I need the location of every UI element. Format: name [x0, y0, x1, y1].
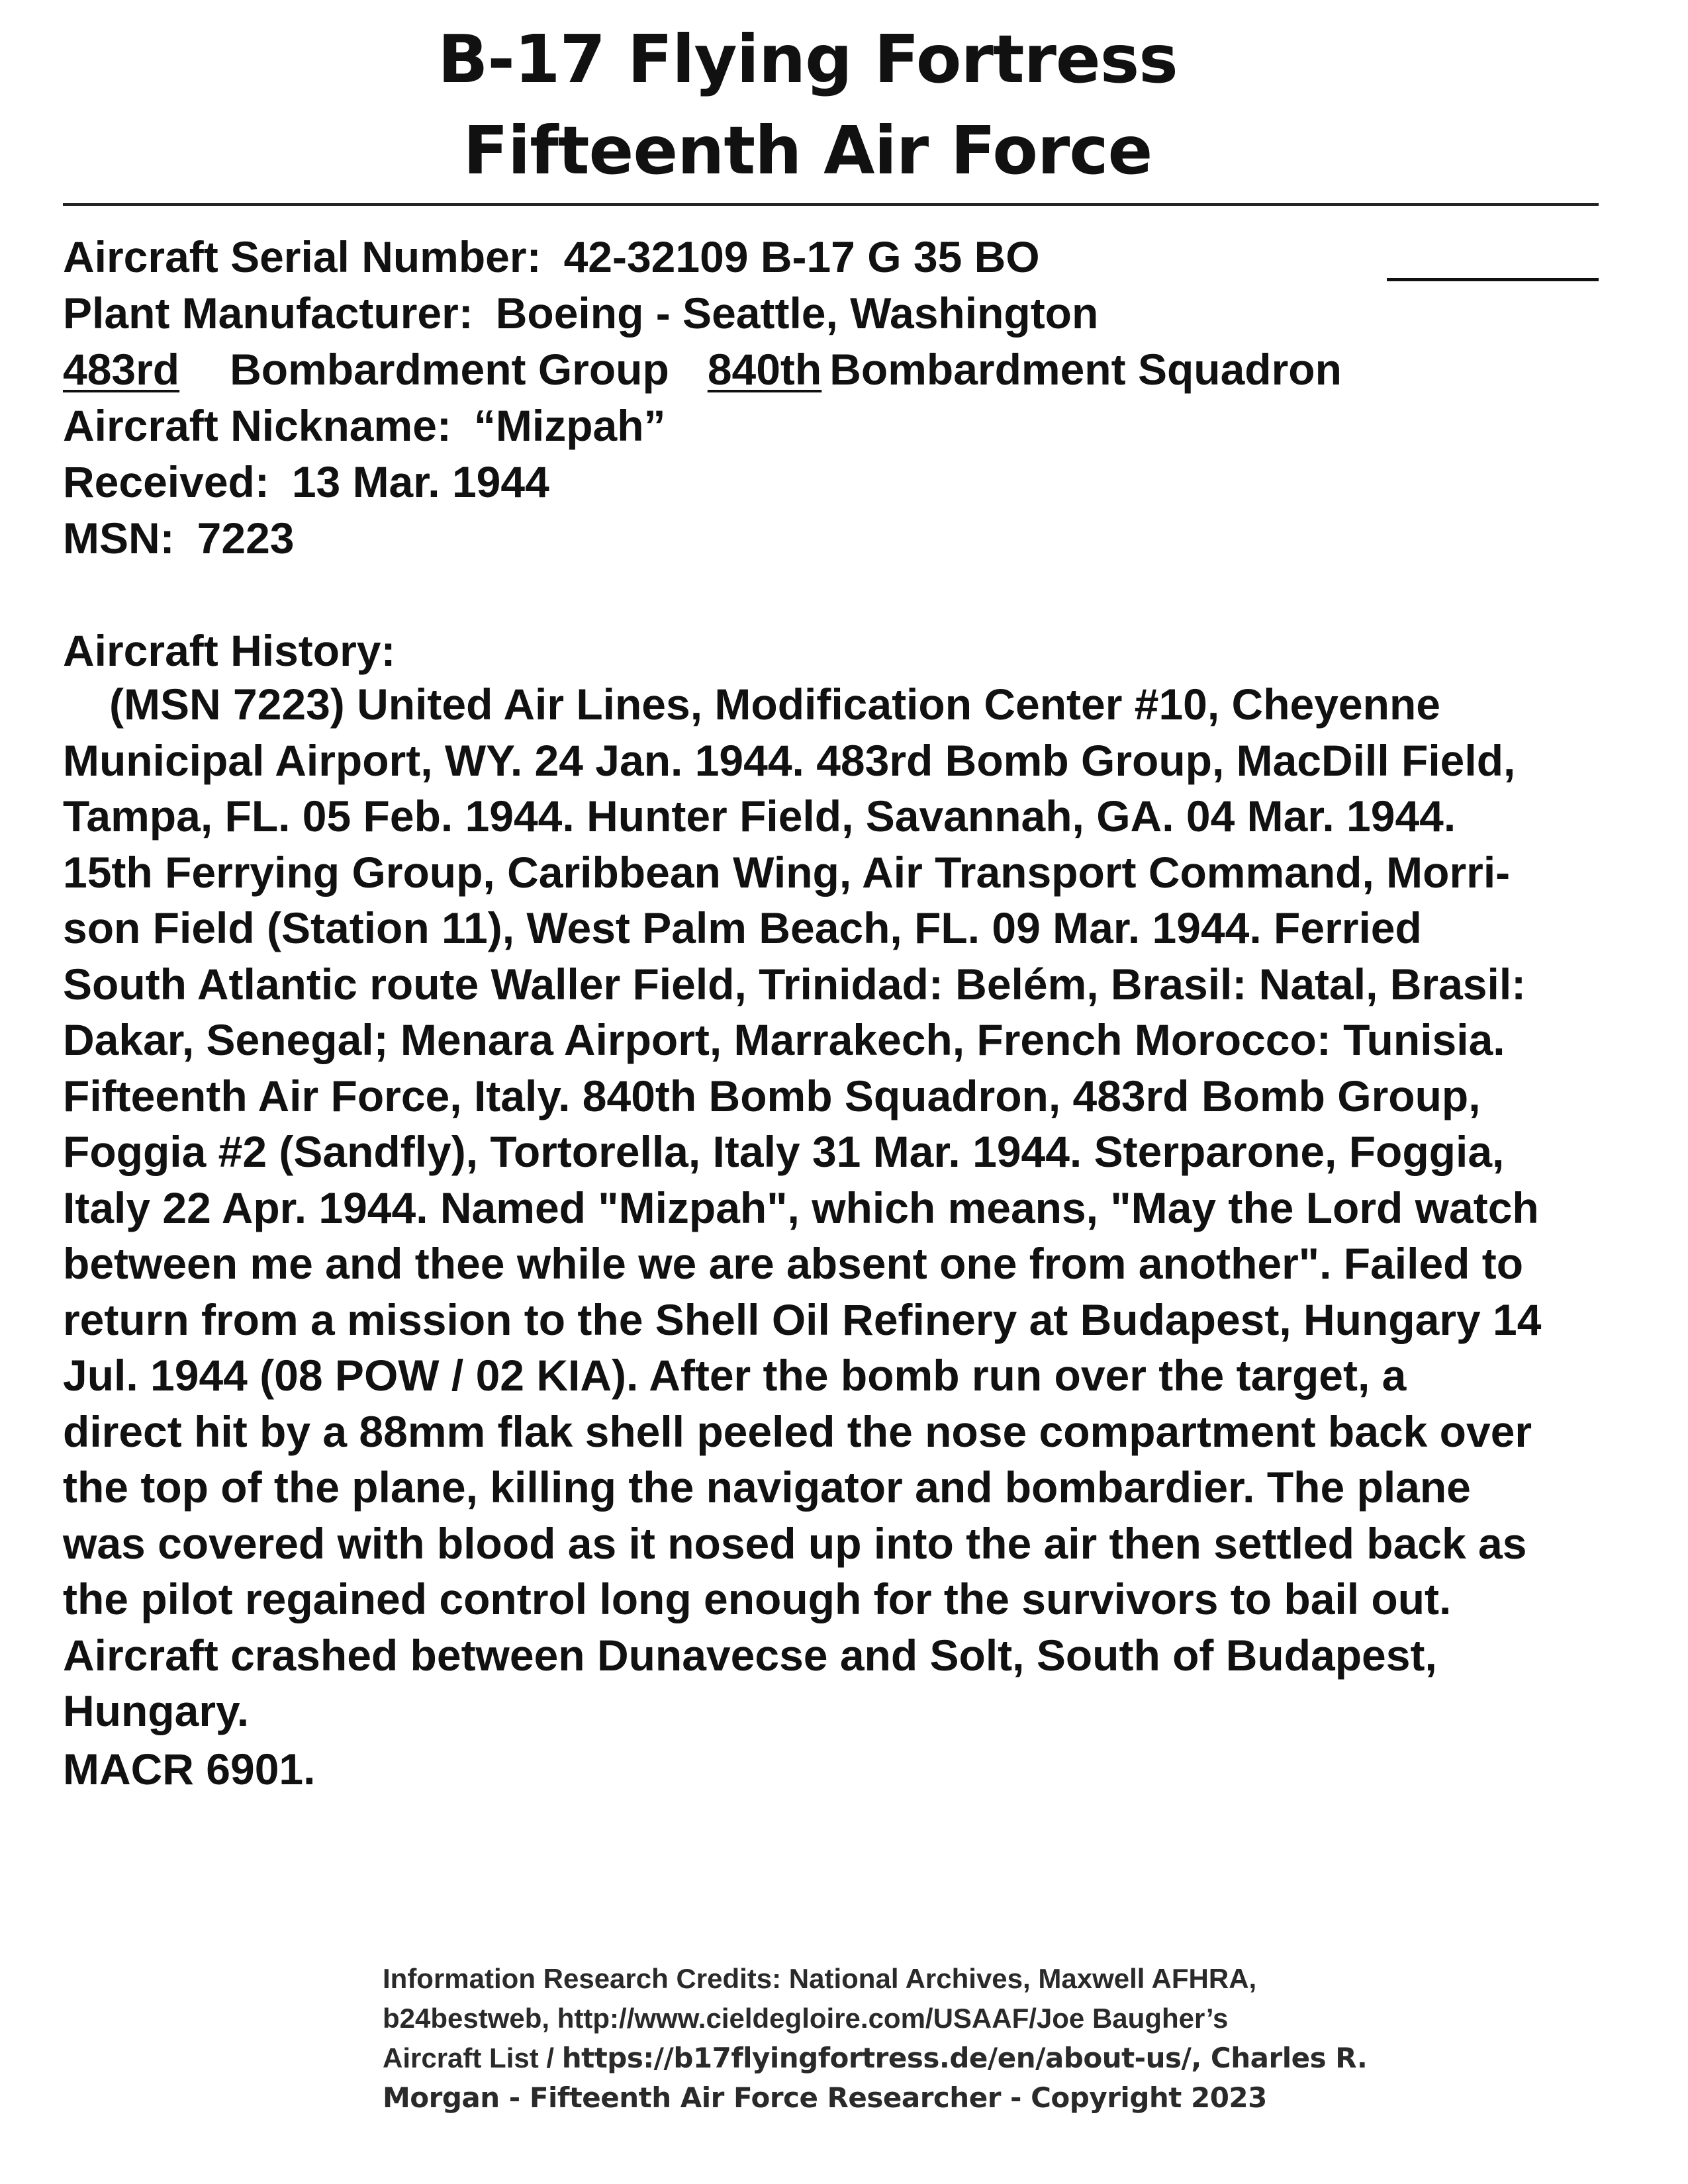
plant-manufacturer-value: Boeing - Seattle, Washington — [495, 289, 1099, 338]
serial-number-label: Aircraft Serial Number: — [63, 232, 541, 281]
macr-number: MACR 6901. — [63, 1745, 316, 1794]
blank-fill-line — [1387, 278, 1599, 281]
credits-line-2: b24bestweb, http://www.cieldegloire.com/USAAF/Joe Baugher’s — [383, 2003, 1229, 2034]
bomb-group-label: Bombardment Group — [230, 345, 669, 394]
credits-line-3 — [383, 2038, 1367, 2078]
serial-number-row — [63, 232, 1040, 281]
plant-manufacturer-label: Plant Manufacturer: — [63, 289, 473, 338]
aircraft-nickname-value: “Mizpah” — [473, 401, 666, 450]
received-label: Received: — [63, 457, 269, 506]
received-date-row — [63, 457, 549, 506]
aircraft-history-heading: Aircraft History: — [63, 626, 396, 675]
msn-value: 7223 — [197, 514, 295, 563]
credits-line-1: Information Research Credits: National Archives, Maxwell AFHRA, — [383, 1963, 1257, 1994]
bomb-group-number: 483rd — [63, 345, 180, 394]
aircraft-history-body: (MSN 7223) United Air Lines, Modification Center #10, Cheyenne Municipal Airport, WY. 24 Jan. 1944. 483rd Bomb Group, MacDill Field, Tampa, FL. 05 Feb. 1944. Hunter Field, Savannah, GA. 04 Mar. 1944. 15th Ferrying Group, Caribbean Wing, Air Transport Command, Morri- son Field (Station 11), West Palm Beach, FL. 09 Mar. 1944. Ferried South Atlantic route Waller Field, Trinidad: Belém, Brasil: Natal, Brasil: Dakar, Senegal; Menara Airport, Marrakech, French Morocco: Tunisia. Fifteenth Air Force, Italy. 840th Bomb Squadron, 483rd Bomb Group, Foggia #2 (Sandfly), Tortorella, Italy 31 Mar. 1944. Sterparone, Foggia, Italy 22 Apr. 1944. Named "Mizpah", which means, "May the Lord watch between me and thee while we are absent one from another". Failed to return from a mission to the Shell Oil Refinery at Budapest, Hungary 14 Jul. 1944 (08 POW / 02 KIA). After the bomb run over the target, a direct hit by a 88mm flak shell peeled the nose compartment back over the top of the plane, killing the navigator and bombardier. The plane was covered with blood as it nosed up into the air then settled back as the pilot regained control long enough for the survivors to bail out. Aircraft crashed between Dunavecse and Solt, South of Budapest, Hungary. — [63, 680, 1542, 1735]
aircraft-nickname-label: Aircraft Nickname: — [63, 401, 451, 450]
group-squadron-row — [63, 345, 1342, 394]
serial-number-value: 42-32109 B-17 G 35 BO — [563, 232, 1040, 281]
received-value: 13 Mar. 1944 — [291, 457, 549, 506]
page-title-line-1: B-17 Flying Fortress — [438, 21, 1178, 98]
plant-manufacturer-row — [63, 289, 1099, 338]
credits-line-4: Morgan - Fifteenth Air Force Researcher - Copyright 2023 — [383, 2081, 1267, 2114]
page-title-line-2: Fifteenth Air Force — [463, 112, 1152, 189]
credits-line-3a: Aircraft List / — [383, 2042, 555, 2073]
aircraft-nickname-row — [63, 401, 666, 450]
credits-line-3b: https://b17flyingfortress.de/en/about-us/, Charles R. — [561, 2042, 1368, 2074]
title-divider — [63, 203, 1599, 206]
bomb-squadron-number: 840th — [707, 345, 822, 394]
bomb-squadron-label: Bombardment Squadron — [829, 345, 1342, 394]
research-credits — [383, 1959, 1367, 2118]
msn-row — [63, 514, 295, 563]
msn-label: MSN: — [63, 514, 175, 563]
